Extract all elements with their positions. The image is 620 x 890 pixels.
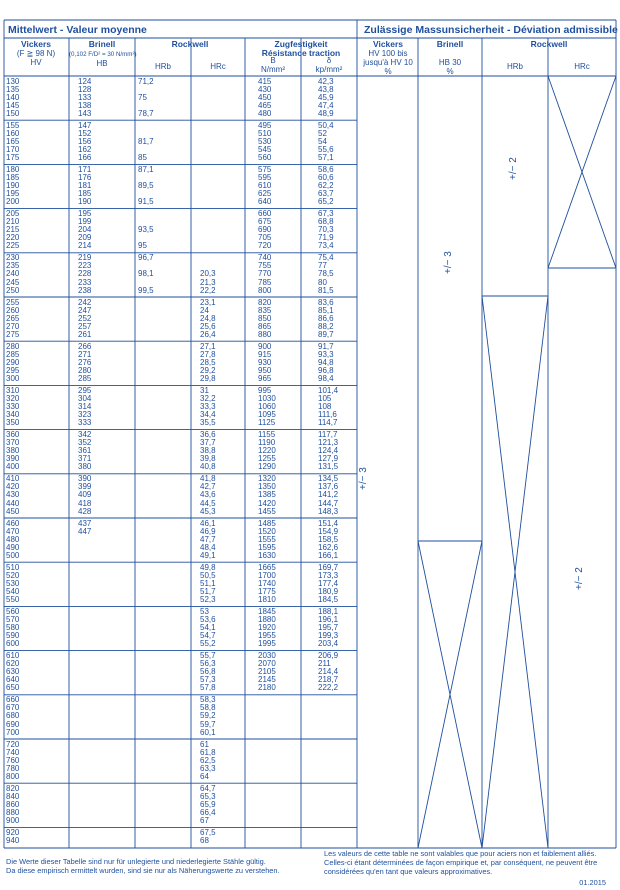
nmm-group-9: 1320 1350 1385 1420 1455 xyxy=(258,474,276,516)
kp-group-9: 134,5 137,6 141,2 144,7 148,3 xyxy=(318,474,339,516)
nmm-group-7: 995 1030 1060 1095 1125 xyxy=(258,385,276,428)
hv-group-13: 610 620 630 640 650 xyxy=(6,651,20,693)
hrc-column-header: HRc xyxy=(210,62,226,71)
tol-rockwell-header: Rockwell xyxy=(530,39,568,49)
hv-group-7: 310 320 330 340 350 xyxy=(6,385,20,428)
rockwell-column-header: Rockwell xyxy=(171,39,209,49)
hrc-group-7: 31 32,2 33,3 34,4 35,5 xyxy=(200,385,216,428)
header-average-value: Mittelwert - Valeur moyenne xyxy=(8,24,147,36)
nmm-group-1: 495 510 530 545 560 xyxy=(258,120,272,163)
nmm-group-10: 1485 1520 1555 1595 1630 xyxy=(258,518,276,560)
kp-group-10: 151,4 154,9 158,5 162,6 166,1 xyxy=(318,518,339,560)
kp-group-13: 206,9 211 214,4 218,7 222,2 xyxy=(318,651,339,693)
tol-hrc-upper-value: +/− 2 xyxy=(508,157,519,180)
nmm-group-6: 900 915 930 950 965 xyxy=(258,341,272,384)
note-fr-2: Celles-ci étant déterminées de façon empirique et, par conséquent, ne peuvent être xyxy=(324,858,598,867)
hrc-group-6: 27,1 27,8 28,5 29,2 29,8 xyxy=(200,341,216,384)
hrc-group-13: 55,7 56,3 56,8 57,3 57,8 xyxy=(200,651,216,693)
hb-group-10: 437 447 xyxy=(78,518,92,536)
header-admissible-deviation: Zulässige Massunsicherheit - Déviation admissible xyxy=(364,24,618,36)
tol-vickers-header: Vickers HV 100 bis jusqu'à HV 10 % xyxy=(363,39,413,76)
kp-group-2: 58,6 60,6 62,2 63,7 65,2 xyxy=(318,164,334,207)
nmm-group-3: 660 675 690 705 720 xyxy=(258,209,272,251)
hrc-group-16: 64,7 65,3 65,9 66,4 67 xyxy=(200,783,216,826)
tensile-nmm-header: B N/mm² xyxy=(261,56,285,74)
hrb-group-0: 71,2 75 78,7 xyxy=(138,76,154,118)
hv-group-5: 255 260 265 270 275 xyxy=(6,297,20,339)
kp-group-1: 50,4 52 54 55,6 57,1 xyxy=(318,120,334,163)
kp-group-6: 91,7 93,3 94,8 96,8 98,4 xyxy=(318,341,334,384)
hv-group-4: 230 235 240 245 250 xyxy=(6,253,20,295)
hrc-group-10: 46,1 46,9 47,7 48,4 49,1 xyxy=(200,518,216,560)
kp-group-11: 169,7 173,3 177,4 180,9 184,5 xyxy=(318,562,339,605)
tol-hrc-header: HRc xyxy=(574,62,590,71)
brinell-column-header: Brinell (0,102 F/D² = 30 N/mm²) HB xyxy=(69,39,137,68)
hv-group-9: 410 420 430 440 450 xyxy=(6,474,20,516)
hv-group-6: 280 285 290 295 300 xyxy=(6,341,20,384)
tol-brinell-value: +/− 3 xyxy=(443,251,454,274)
hb-group-0: 124 128 133 138 143 xyxy=(78,76,92,118)
hv-group-3: 205 210 215 220 225 xyxy=(6,209,20,251)
issue-date: 01.2015 xyxy=(579,878,606,887)
hrc-group-14: 58,3 58,8 59,2 59,7 60,1 xyxy=(200,695,216,737)
hb-group-8: 342 352 361 371 380 xyxy=(78,430,92,472)
hrc-group-17: 67,5 68 xyxy=(200,827,216,845)
hb-group-6: 266 271 276 280 285 xyxy=(78,341,92,384)
hv-group-17: 920 940 xyxy=(6,827,20,845)
hb-group-1: 147 152 156 162 166 xyxy=(78,120,92,163)
nmm-group-8: 1155 1190 1220 1255 1290 xyxy=(258,430,276,472)
hv-group-14: 660 670 680 690 700 xyxy=(6,695,20,737)
kp-group-12: 188,1 196,1 195,7 199,3 203,4 xyxy=(318,606,339,649)
nmm-group-4: 740 755 770 785 800 xyxy=(258,253,272,295)
hb-group-9: 390 399 409 418 428 xyxy=(78,474,92,516)
hrb-group-4: 96,7 98,1 99,5 xyxy=(138,253,154,295)
nmm-group-5: 820 835 850 865 880 xyxy=(258,297,272,339)
hv-group-0: 130 135 140 145 150 xyxy=(6,76,20,118)
hb-group-5: 242 247 252 257 261 xyxy=(78,297,92,339)
kp-group-4: 75,4 77 78,5 80 81,5 xyxy=(318,253,334,295)
kp-group-3: 67,3 68,8 70,3 71,9 73,4 xyxy=(318,209,334,251)
hv-group-8: 360 370 380 390 400 xyxy=(6,430,20,472)
note-de-1: Die Werte dieser Tabelle sind nur für unlegierte und niederlegierte Stähle gültig. xyxy=(6,857,266,866)
hv-group-10: 460 470 480 490 500 xyxy=(6,518,20,560)
hrc-group-11: 49,8 50,5 51,1 51,7 52,3 xyxy=(200,562,216,605)
tensile-kp-header: δ kp/mm² xyxy=(315,56,343,74)
nmm-group-13: 2030 2070 2105 2145 2180 xyxy=(258,651,276,693)
hv-group-11: 510 520 530 540 550 xyxy=(6,562,20,605)
hrc-group-9: 41,8 42,7 43,6 44,5 45,3 xyxy=(200,474,216,516)
nmm-group-0: 415 430 450 465 480 xyxy=(258,76,272,118)
tol-hrc-lower-value: +/− 2 xyxy=(574,567,585,590)
hv-group-2: 180 185 190 195 200 xyxy=(6,164,20,207)
note-fr-1: Les valeurs de cette table ne sont valables que pour aciers non et faiblement alliés. xyxy=(324,849,597,858)
hv-group-12: 560 570 580 590 600 xyxy=(6,606,20,649)
tensile-column-header: Zugfestigkeit Résistance traction xyxy=(261,39,341,58)
nmm-group-11: 1665 1700 1740 1775 1810 xyxy=(258,562,276,605)
nmm-group-12: 1845 1880 1920 1955 1995 xyxy=(258,606,276,649)
hb-group-4: 219 223 228 233 238 xyxy=(78,253,92,295)
note-fr-3: considérées qu'en tant que valeurs approximatives. xyxy=(324,867,493,876)
hb-group-3: 195 199 204 209 214 xyxy=(78,209,92,251)
hb-group-7: 295 304 314 323 333 xyxy=(78,385,92,428)
hv-group-16: 820 840 860 880 900 xyxy=(6,783,20,826)
hrc-group-15: 61 61,8 62,5 63,3 64 xyxy=(200,739,216,781)
hrb-group-1: 81,7 85 xyxy=(138,136,154,163)
tol-vickers-value: +/− 3 xyxy=(358,467,369,490)
hv-group-15: 720 740 760 780 800 xyxy=(6,739,20,781)
kp-group-5: 83,6 85,1 86,6 88,2 89,7 xyxy=(318,297,334,339)
hrc-group-5: 23,1 24 24,8 25,6 26,4 xyxy=(200,297,216,339)
vickers-column-header: Vickers (F ≧ 98 N) HV xyxy=(16,39,56,67)
kp-group-0: 42,3 43,8 45,9 47,4 48,9 xyxy=(318,76,334,118)
hrc-group-12: 53 53,6 54,1 54,7 55,2 xyxy=(200,606,216,649)
hrb-column-header: HRb xyxy=(154,62,171,71)
note-de-2: Da diese empirisch ermittelt wurden, sind sie nur als Näherungswerte zu verstehen. xyxy=(6,866,280,875)
hb-group-2: 171 176 181 185 190 xyxy=(78,164,92,207)
hrb-group-3: 93,5 95 xyxy=(138,225,154,251)
hrb-group-2: 87,1 89,5 91,5 xyxy=(138,164,154,207)
hv-group-1: 155 160 165 170 175 xyxy=(6,120,20,163)
kp-group-8: 117,7 121,3 124,4 127,9 131,5 xyxy=(318,430,339,472)
tol-brinell-header: Brinell HB 30 % xyxy=(436,39,464,76)
kp-group-7: 101,4 105 108 111,6 114,7 xyxy=(318,385,339,428)
nmm-group-2: 575 595 610 625 640 xyxy=(258,164,272,207)
hrc-group-8: 36,6 37,7 38,8 39,8 40,8 xyxy=(200,430,216,472)
tol-hrb-header: HRb xyxy=(506,62,523,71)
hrc-group-4: 20,3 21,3 22,2 xyxy=(200,269,216,295)
